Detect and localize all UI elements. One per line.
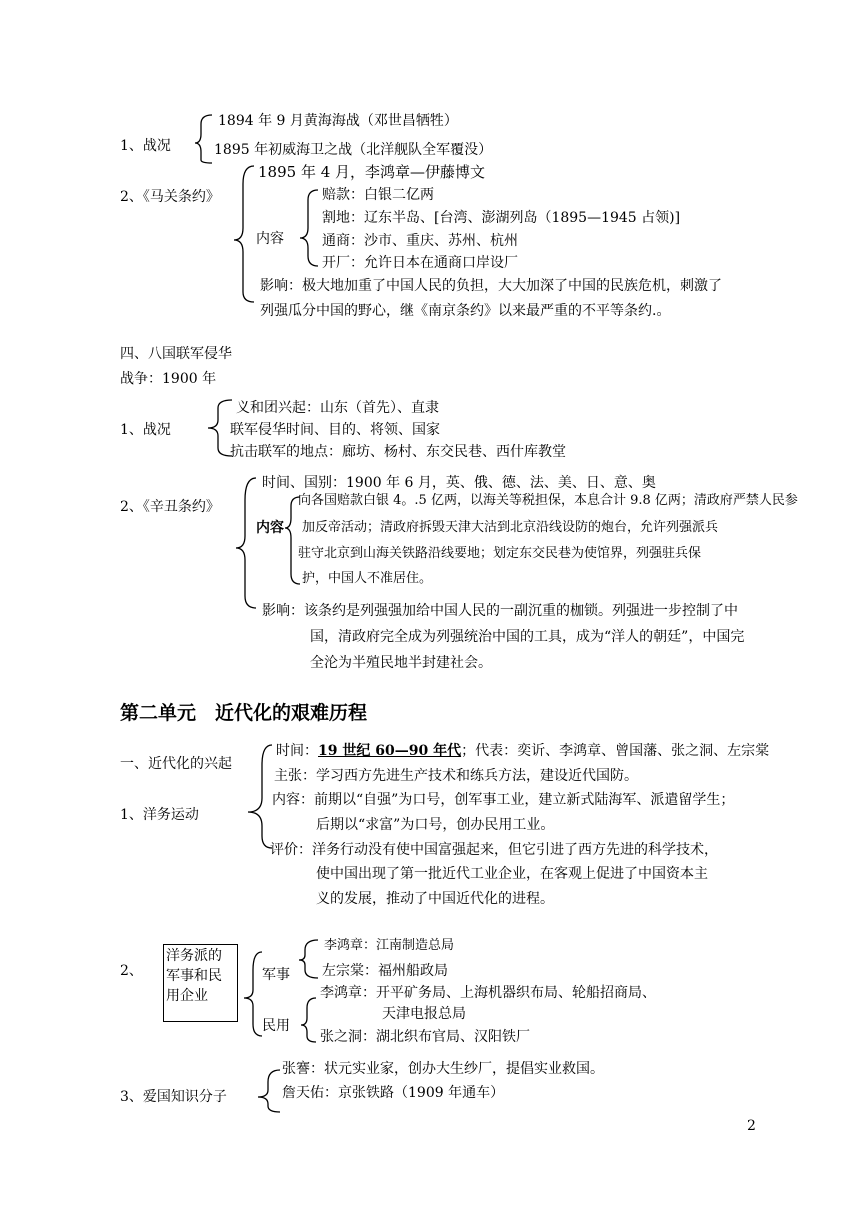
battle-item: 联军侵华时间、目的、将领、国家: [230, 422, 440, 438]
content-label: 内容: [256, 520, 284, 536]
battle-item: 义和团兴起：山东（首先）、直隶: [236, 400, 439, 416]
yangwu-time: [276, 742, 769, 760]
unit-heading: 第二单元 近代化的艰难历程: [120, 702, 368, 724]
treaty-content: 向各国赔款白银 4。.5 亿两，以海关等税担保，本息合计 9.8 亿两；清政府严禁人民参: [298, 493, 798, 508]
military-label: 军事: [262, 967, 290, 983]
battle-label: 1、战况: [120, 422, 171, 438]
battle-item: 1895 年初威海卫之战（北洋舰队全军覆没）: [214, 142, 493, 158]
treaty-impact: 全沦为半殖民地半封建社会。: [310, 655, 492, 671]
time-period: 19 世纪 60—90 年代: [318, 743, 462, 759]
battle-item: 1894 年 9 月黄海海战（邓世昌牺牲）: [218, 113, 458, 129]
rise-label: 一、近代化的兴起: [120, 756, 232, 772]
treaty-content: 驻守北京到山海关铁路沿线要地；划定东交民巷为使馆界，列强驻兵保: [298, 546, 702, 561]
treaty-term: 割地：辽东半岛、[台湾、澎湖列岛（1895—1945 占领)]: [322, 210, 681, 226]
treaty-content: 加反帝活动；清政府拆毁天津大沽到北京沿线设防的炮台，允许列强派兵: [302, 520, 719, 535]
intellectuals-label: 3、爱国知识分子: [120, 1089, 227, 1105]
intellectual-item: 詹天佑：京张铁路（1909 年通车）: [282, 1085, 505, 1101]
representatives: ；代表：奕䜣、李鸿章、曾国藩、张之洞、左宗棠: [461, 743, 770, 759]
intellectual-item: 张謇：状元实业家，创办大生纱厂，提倡实业救国。: [282, 1061, 604, 1077]
enterprise-box: 洋务派的军事和民用企业: [163, 944, 238, 1022]
military-item: 李鸿章：江南制造总局: [324, 938, 455, 953]
treaty-impact: 影响：极大地加重了中国人民的负担，大大加深了中国的民族危机，刺激了: [260, 278, 722, 294]
treaty-label: 2、《辛丑条约》: [120, 499, 220, 515]
battle-label: 1、战况: [120, 138, 171, 154]
page-number: 2: [747, 1118, 756, 1134]
treaty-impact: 影响：该条约是列强强加给中国人民的一副沉重的枷锁。列强进一步控制了中: [262, 603, 738, 619]
civil-item: 天津电报总局: [382, 1006, 466, 1022]
treaty-label: 2、《马关条约》: [120, 189, 220, 205]
civil-item: 张之洞：湖北织布官局、汉阳铁厂: [320, 1029, 530, 1045]
content-label: 内容: [256, 231, 284, 247]
yangwu-line: 使中国出现了第一批近代工业企业，在客观上促进了中国资本主: [316, 866, 708, 882]
yangwu-line: 内容：前期以“自强”为口号，创军事工业，建立新式陆海军、派遣留学生；: [272, 792, 735, 808]
battle-item: 抗击联军的地点：廊坊、杨村、东交民巷、西什库教堂: [230, 444, 566, 460]
treaty-content: 护，中国人不准居住。: [302, 571, 433, 586]
section-title: 四、八国联军侵华: [120, 346, 232, 362]
yangwu-line: 后期以“求富”为口号，创办民用工业。: [316, 817, 555, 833]
war-date: 战争：1900 年: [120, 371, 217, 387]
treaty-date: 1895 年 4 月，李鸿章—伊藤博文: [258, 163, 486, 181]
military-item: 左宗棠：福州船政局: [322, 963, 448, 979]
treaty-term: 通商：沙市、重庆、苏州、杭州: [322, 233, 518, 249]
time-prefix: 时间：: [276, 743, 318, 759]
treaty-impact: 国，清政府完全成为列强统治中国的工具，成为“洋人的朝廷”，中国完: [310, 629, 745, 645]
civil-label: 民用: [262, 1018, 290, 1034]
treaty-term: 赔款：白银二亿两: [322, 187, 434, 203]
yangwu-label: 1、洋务运动: [120, 807, 199, 823]
yangwu-line: 评价：洋务行动没有使中国富强起来，但它引进了西方先进的科学技术，: [270, 842, 718, 858]
enterprise-label: 2、: [120, 963, 143, 979]
civil-item: 李鸿章：开平矿务局、上海机器织布局、轮船招商局、: [320, 985, 656, 1001]
yangwu-line: 主张：学习西方先进生产技术和练兵方法，建设近代国防。: [274, 768, 638, 784]
treaty-term: 开厂：允许日本在通商口岸设厂: [322, 255, 518, 271]
treaty-time: 时间、国别：1900 年 6 月，英、俄、德、法、美、日、意、奥: [262, 475, 656, 491]
yangwu-line: 义的发展，推动了中国近代化的进程。: [316, 891, 554, 907]
treaty-impact: 列强瓜分中国的野心，继《南京条约》以来最严重的不平等条约.。: [260, 303, 671, 319]
